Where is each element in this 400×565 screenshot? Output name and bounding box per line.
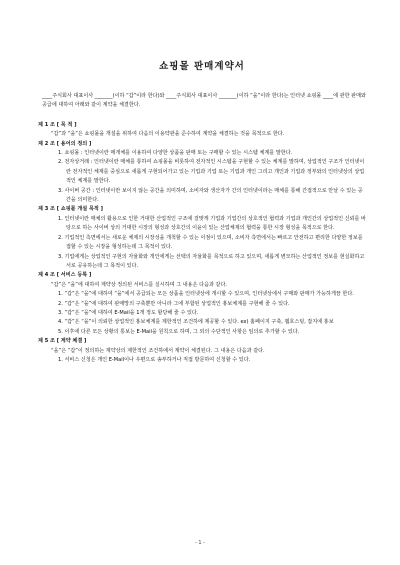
article-3 (38, 205, 366, 271)
page-number: - 1 - (195, 540, 205, 546)
list-item: 3. 사이버 공간 : 인터넷이란 보이지 않는 공간을 의미하며, 소비자와 생산자가 간의 인터넷이라는 매체를 통해 간접적으로 만날 수 있는 공간을 의미한다. (58, 187, 363, 204)
article-4 (38, 271, 366, 337)
article-1 (38, 121, 366, 140)
list-item: 1. “갑”은 “을”에 대하여 “을”에서 공급되는 모든 상품을 인터넷상에 개시할 수 있으며, 인터넷상에서 구매와 판매가 가능하게끔 한다. (58, 291, 354, 298)
article-items (38, 215, 366, 271)
article-body: “을”은 “갑”이 정의하는 계약상의 제한적인 조건하에서 계약이 체결된다. 그 내용은 다음과 같다. (51, 347, 265, 354)
list-item: 1. 인터넷이란 매체의 활용으로 인한 거대한 산업적인 구조에 걸맞게 기업과 기업간의 상호적인 협력과 기업과 개인간의 상업적인 신뢰를 바탕으로 하는 사이버 상의 거대한 시장의 형성과 상호간의 이윤이 있는 산업체제의 협력을 통한 시장 형성을 목적으로 한다. (58, 215, 366, 232)
article-items (38, 149, 366, 205)
article-body: “갑”과 “을”은 쇼핑몰을 개설을 위하여 다음의 이용약관을 준수하여 계약을 체결하는 것을 목적으로 한다. (51, 131, 285, 138)
article-5 (38, 337, 366, 365)
article-items (38, 356, 366, 365)
list-item: 5. 이후에 다른 모든 상황의 통보는 E-Mail을 원칙으로 하며, 그 외의 수단적인 사항은 임의로 추가할 수 있다. (58, 328, 300, 335)
article-heading: 제 3 조 [ 쇼핑몰 개설 목적 ] (38, 206, 103, 213)
article-list (38, 121, 366, 366)
article-body: “갑”은 “을”에 대하여 계약상 정의된 서비스를 실시하며 그 내용은 다음과 같다. (51, 281, 227, 288)
list-item: 2. “갑”은 “을”에 대하여 판매망의 구축뿐만 아니라 그에 부합된 상업적인 홍보체계를 구현해 줄 수 있다. (58, 300, 290, 307)
article-heading: 제 1 조 [ 목 적 ] (38, 121, 77, 128)
article-heading: 제 2 조 [ 용어의 정의 ] (38, 140, 92, 147)
list-item: 1. 서비스 신청은 개인 E-Mail이나 우편으로 송부하거나 직접 방문하여 신청할 수 있다. (58, 356, 251, 363)
list-item: 2. 전자상거래 : 인터넷이란 매체를 통하여 쇼핑몰을 비롯하여 전자적인 시스템을 구현할 수 있는 체계를 말하며, 상업적인 구조가 인터넷이란 전자적인 체계를 중심으로 새롭게 구현되어가고 있는 기업과 기업 또는 기업과 개인 그리고 개인과 기업과 정부와의 인터넷상의 상업적인 체계를 말한다. (58, 159, 365, 185)
article-heading: 제 5 조 [ 계약 체결 ] (38, 338, 87, 345)
list-item: 3. 기업에게는 상업적인 구현의 자율화와 개인에게는 선택의 자율화를 목적으로 하고 있으며, 새롭게 변모하는 산업적인 정보를 현실화하고 서로 공유하는데 그 목적이 있다. (58, 253, 365, 269)
article-2 (38, 140, 366, 206)
document-title: 쇼핑몰 판매계약서 (159, 61, 245, 72)
list-item: 1. 쇼핑몰 : 인터넷이란 매개체를 이용하여 다양한 상품을 판매 또는 구매할 수 있는 시스템 체계를 말한다. (58, 150, 293, 157)
list-item: 2. 기업적인 측면에서는 새로운 체제의 시장성을 개척할 수 있는 이점이 있으며, 소비자 측면에서는 빠르고 안전하고 편리한 다양한 정보를 접할 수 있는 시장을 형성하는데 그 목적이 있다. (58, 234, 363, 251)
article-items (38, 290, 366, 337)
list-item: 3. “갑”은 “을”에 대하여 E-Mail을 1개 정도 할당해 줄 수 있다. (58, 309, 199, 316)
contract-intro: ____주식회사 대표이사 _______(이하 “갑”이라 한다)와 ____주식회사 대표이사 _______(이하 “을”이라 한다)는 인터넷 쇼핑몰 ____에 관한 판매와 공급에 대하여 아래와 같이 계약을 체결한다. (42, 93, 366, 109)
article-heading: 제 4 조 [ 서비스 등록 ] (38, 272, 92, 279)
list-item: 4. “갑”은 “을”이 의뢰한 상업적인 홍보체계를 제한적인 조건하에 제공할 수 있다. ex) 홈페이지 구축, 웹호스팅, 잡지에 홍보 (58, 319, 334, 326)
